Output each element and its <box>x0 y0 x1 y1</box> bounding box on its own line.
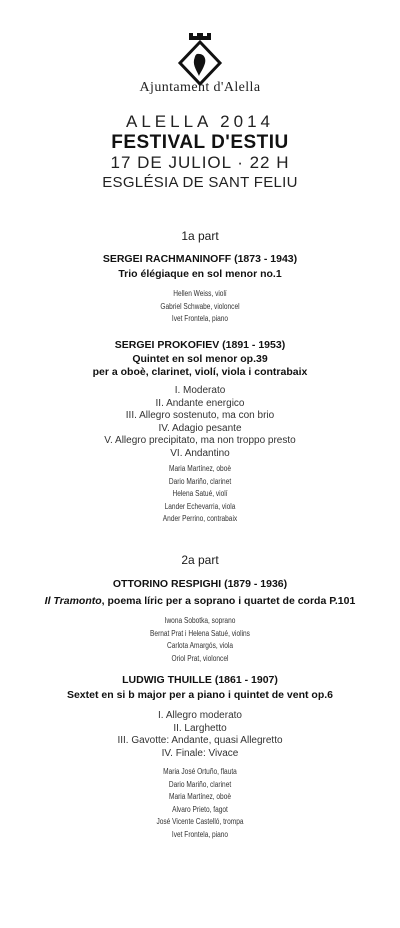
work-title-rest: , poema líric per a soprano i quartet de corda P.101 <box>101 595 356 607</box>
movement: III. Gavotte: Andante, quasi Allegretto <box>117 735 283 746</box>
movement: III. Allegro sostenuto, ma con brio <box>125 410 275 421</box>
work-subtitle: per a oboè, clarinet, violí, viola i contrabaix <box>92 366 308 378</box>
work-title: Sextet en si b major per a piano i quintet de vent op.6 <box>66 689 334 701</box>
performer: Helena Satué, violí <box>172 489 228 498</box>
composer: LUDWIG THUILLE (1861 - 1907) <box>122 674 278 686</box>
part-title: 2a part <box>181 553 219 567</box>
performer: Dario Mariño, clarinet <box>168 476 232 486</box>
performer-list <box>0 463 400 526</box>
performer: Dario Mariño, clarinet <box>168 779 232 789</box>
movement: I. Allegro moderato <box>158 710 242 721</box>
festival-year: ALELLA 2014 <box>126 112 274 131</box>
work-title: Quintet en sol menor op.39 <box>132 353 268 365</box>
movement: IV. Adagio pesante <box>158 422 242 434</box>
work-title-italic: Il Tramonto <box>44 595 102 607</box>
movement: II. Andante energico <box>155 397 245 409</box>
part-title: 1a part <box>181 229 219 243</box>
performer: Maria Martínez, oboè <box>169 464 231 473</box>
performer: Ivet Frontela, piano <box>171 829 229 839</box>
performer: Lander Echevarria, viola <box>164 501 236 511</box>
performer: Oriol Prat, violoncel <box>171 653 229 663</box>
performer: Ander Perrino, contrabaix <box>162 514 238 523</box>
performer: José Vicente Castelló, trompa <box>156 817 244 826</box>
festival-title: FESTIVAL D'ESTIU <box>111 132 289 153</box>
movement: VI. Andantino <box>170 447 230 459</box>
composer: SERGEI PROKOFIEV (1891 - 1953) <box>114 339 286 351</box>
performer: Maria Martínez, oboè <box>169 792 231 801</box>
performer: Maria José Ortuño, flauta <box>163 767 237 776</box>
movement-list <box>0 710 400 760</box>
movement: IV. Finale: Vivace <box>161 747 239 759</box>
work-title: Trio élégiaque en sol menor no.1 <box>118 268 282 280</box>
performer: Carlota Amargós, viola <box>166 641 233 650</box>
movement: V. Allegro precipitato, ma non troppo presto <box>104 435 296 446</box>
movement: II. Larghetto <box>173 722 227 734</box>
movement: I. Moderato <box>174 385 226 396</box>
municipality-name: Ajuntament d'Alella <box>139 80 261 95</box>
performer: Gabriel Schwabe, violoncel <box>160 301 240 311</box>
performer: Iwona Sobotka, soprano <box>164 616 236 625</box>
composer: OTTORINO RESPIGHI (1879 - 1936) <box>112 578 288 590</box>
concert-venue: ESGLÉSIA DE SANT FELIU <box>102 174 298 191</box>
performer: Alvaro Prieto, fagot <box>172 804 228 814</box>
performer: Hellen Weiss, violí <box>173 289 227 298</box>
performer: Ivet Frontela, piano <box>171 314 229 323</box>
concert-date: 17 DE JULIOL · 22 H <box>110 153 290 172</box>
performer-list <box>0 288 400 326</box>
performer-list <box>0 766 400 841</box>
performer-list <box>0 615 400 665</box>
coat-of-arms-icon <box>175 30 225 86</box>
work-title <box>0 595 400 608</box>
performer: Bernat Prat i Helena Satué, violins <box>150 628 250 638</box>
composer: SERGEI RACHMANINOFF (1873 - 1943) <box>102 253 298 265</box>
movement-list <box>0 385 400 460</box>
